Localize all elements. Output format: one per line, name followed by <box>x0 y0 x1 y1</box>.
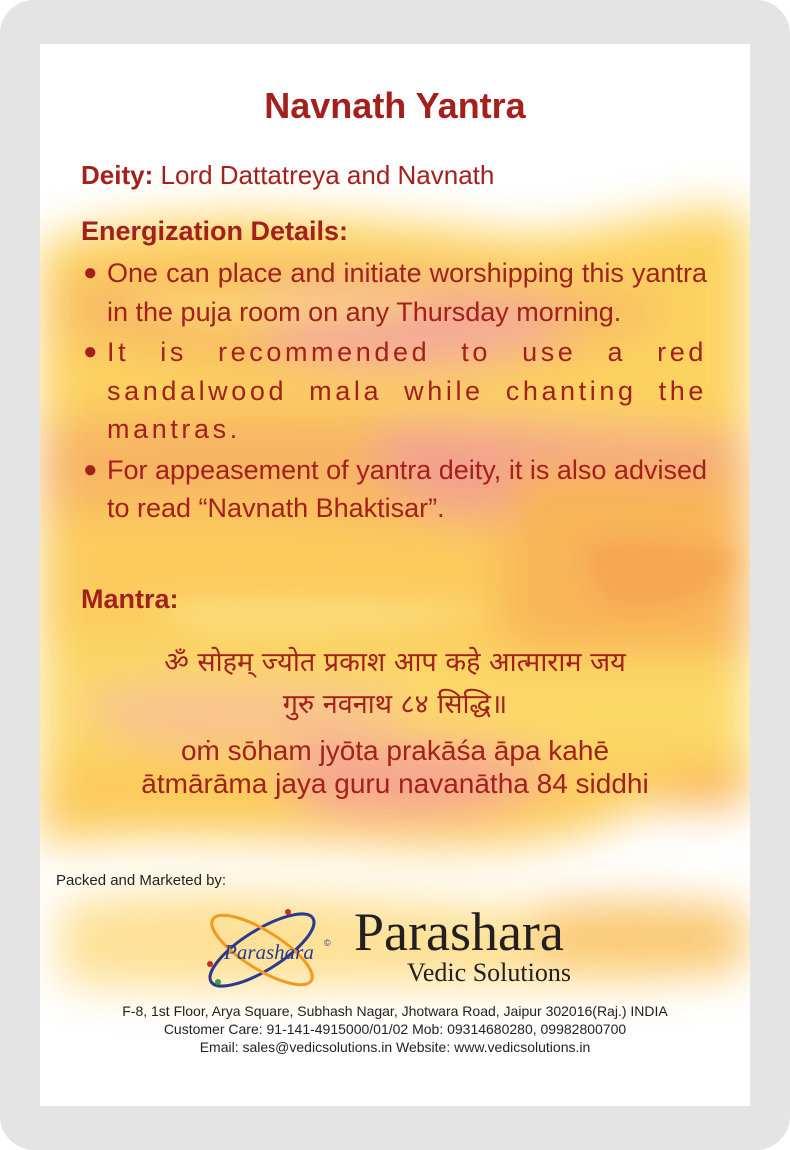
yantra-card <box>40 44 750 1106</box>
list-item <box>81 333 707 449</box>
customer-care-line: Customer Care: 91-141-4915000/01/02 Mob: 09314680280, 09982800700 <box>163 1021 627 1037</box>
bullet-icon: ● <box>83 338 102 365</box>
list-item-text: One can place and initiate worshipping this yantra in the puja room on any Thursday morning. <box>107 258 707 327</box>
bullet-icon: ● <box>83 455 98 483</box>
list-item <box>81 254 707 331</box>
page-title: Navnath Yantra <box>264 85 526 126</box>
packed-by-label: Packed and Marketed by: <box>56 872 227 889</box>
logo-dot-red-top <box>285 909 291 915</box>
mantra-transliteration <box>40 734 750 800</box>
brand-subtitle: Vedic Solutions <box>407 958 571 987</box>
energization-heading: Energization Details: <box>81 216 349 246</box>
bullet-icon: ● <box>83 259 98 286</box>
deity-value: Lord Dattatreya and Navnath <box>160 160 495 190</box>
brand-name: Parashara <box>354 902 564 962</box>
mantra-devanagari <box>40 642 750 726</box>
mantra-heading: Mantra: <box>81 584 179 614</box>
mantra-roman-line1: oṁ sōham jyōta prakāśa āpa kahē <box>180 735 610 766</box>
mantra-devanagari-line1: ॐ सोहम् ज्योत प्रकाश आप कहे आत्माराम जय <box>164 647 626 678</box>
address-line: F-8, 1st Floor, Arya Square, Subhash Nagar, Jhotwara Road, Jaipur 302016(Raj.) INDIA <box>122 1003 668 1019</box>
mantra-devanagari-line2: गुरु नवनाथ ८४ सिद्धि॥ <box>282 689 508 720</box>
energization-list <box>81 254 707 530</box>
logo-mark: © <box>324 938 331 948</box>
contact-block <box>40 1002 750 1056</box>
parashara-logo <box>196 902 336 998</box>
logo-dot-green <box>215 979 221 985</box>
logo-text: Parashara <box>224 940 314 964</box>
email-website-line: Email: sales@vedicsolutions.in Website: www.vedicsolutions.in <box>199 1039 591 1055</box>
deity-key: Deity: <box>81 160 154 190</box>
list-item-text: It is recommended to use a red sandalwood mala while chanting the mantras. <box>107 337 707 444</box>
mantra-roman-line2: ātmārāma jaya guru navanātha 84 siddhi <box>141 768 649 799</box>
list-item-text: For appeasement of yantra deity, it is also advised to read “Navnath Bhaktisar”. <box>107 454 707 523</box>
logo-dot-red <box>207 961 213 967</box>
list-item <box>81 451 707 528</box>
deity-line <box>81 158 721 192</box>
